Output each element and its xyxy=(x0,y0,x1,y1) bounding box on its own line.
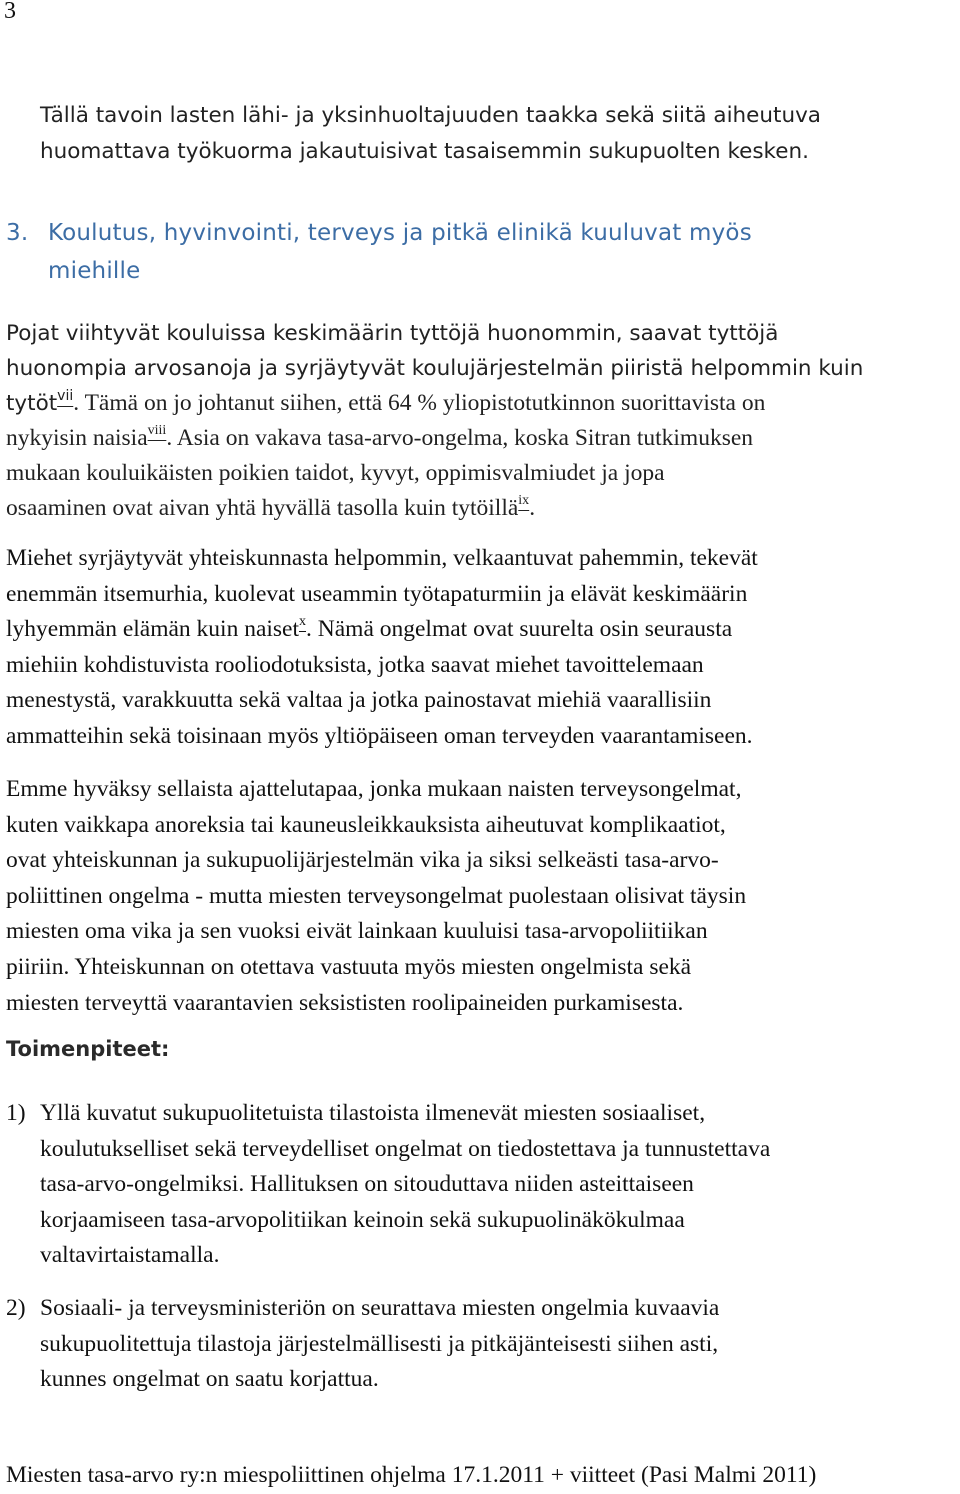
endnote-ref-ix[interactable]: ix xyxy=(518,493,530,509)
text-line: valtavirtaistamalla. xyxy=(40,1242,220,1269)
page-number: 3 xyxy=(4,0,16,24)
text-span: lyhyemmän elämän kuin naiset xyxy=(6,616,300,643)
text-line: koulutukselliset sekä terveydelliset ongelmat on tiedostettava ja tunnustettava xyxy=(40,1135,771,1162)
endnote-ref-x[interactable]: x xyxy=(299,614,307,630)
section-title-line: Koulutus, hyvinvointi, terveys ja pitkä elinikä kuuluvat myös xyxy=(48,220,752,246)
text-line: Pojat viihtyvät kouluissa keskimäärin tyttöjä huonommin, saavat tyttöjä xyxy=(6,321,779,346)
section-title-line: miehille xyxy=(48,258,141,284)
text-span: . Tämä on jo johtanut siihen, että 64 % yliopistotutkinnon suorittavista on xyxy=(73,390,766,416)
intro-paragraph xyxy=(40,98,940,170)
intro-line: huomattava työkuorma jakautuisivat tasaisemmin sukupuolten kesken. xyxy=(40,139,809,164)
text-line xyxy=(6,491,906,526)
paragraph-education xyxy=(6,316,906,526)
text-line: miesten oma vika ja sen vuoksi eivät lainkaan kuuluisi tasa-arvopoliitiikan xyxy=(6,918,708,945)
text-line xyxy=(6,612,956,648)
text-line xyxy=(6,386,906,421)
paragraph-health xyxy=(6,772,956,1021)
measures-heading: Toimenpiteet: xyxy=(6,1037,170,1061)
intro-line: Tällä tavoin lasten lähi- ja yksinhuoltajuuden taakka sekä siitä aiheutuva xyxy=(40,103,821,128)
measure-item-1 xyxy=(6,1096,926,1274)
endnote-ref-vii[interactable]: vii xyxy=(57,387,74,404)
section-heading xyxy=(6,214,906,290)
list-marker: 1) xyxy=(6,1100,26,1126)
text-span: . Asia on vakava tasa-arvo-ongelma, koska Sitran tutkimuksen xyxy=(166,425,754,451)
endnote-ref-viii[interactable]: viii xyxy=(147,423,167,439)
text-line: Emme hyväksy sellaista ajattelutapaa, jonka mukaan naisten terveysongelmat, xyxy=(6,776,742,802)
text-span: osaaminen ovat aivan yhtä hyvällä tasolla kuin tytöillä xyxy=(6,495,519,521)
text-line: enemmän itsemurhia, kuolevat useammin työtapaturmiin ja elävät keskimäärin xyxy=(6,580,748,607)
text-line: piiriin. Yhteiskunnan on otettava vastuuta myös miesten ongelmista sekä xyxy=(6,953,692,980)
text-line: ovat yhteiskunnan ja sukupuolijärjestelmän vika ja siksi selkeästi tasa-arvo- xyxy=(6,847,719,874)
section-number: 3. xyxy=(6,220,29,246)
text-line: sukupuolitettuja tilastoja järjestelmällisesti ja pitkäjänteisesti siihen asti, xyxy=(40,1330,719,1357)
text-span: . xyxy=(529,495,536,521)
text-span: tytöt xyxy=(6,391,58,416)
text-line: kunnes ongelmat on saatu korjattua. xyxy=(40,1366,379,1393)
text-line: Sosiaali- ja terveysministeriön on seurattava miesten ongelmia kuvaavia xyxy=(40,1295,720,1321)
text-line xyxy=(6,421,906,456)
text-span: . Nämä ongelmat ovat suurelta osin seurausta xyxy=(306,616,733,643)
text-line: tasa-arvo-ongelmiksi. Hallituksen on sitouduttava niiden asteittaiseen xyxy=(40,1171,694,1198)
text-span: nykyisin naisia xyxy=(6,425,148,451)
text-line: ammatteihin sekä toisinaan myös yltiöpäiseen oman terveyden vaarantamiseen. xyxy=(6,722,753,749)
text-line: kuten vaikkapa anoreksia tai kauneusleikkauksista aiheutuvat komplikaatiot, xyxy=(6,811,726,838)
text-line: menestystä, varakkuutta sekä valtaa ja jotka painostavat miehiä vaarallisiin xyxy=(6,687,712,714)
list-marker: 2) xyxy=(6,1295,26,1321)
text-line: Miehet syrjäytyvät yhteiskunnasta helpommin, velkaantuvat pahemmin, tekevät xyxy=(6,545,758,571)
text-line: poliittinen ongelma - mutta miesten terveysongelmat puolestaan olisivat täysin xyxy=(6,882,747,909)
text-line: huonompia arvosanoja ja syrjäytyvät koulujärjestelmän piiristä helpommin kuin xyxy=(6,356,864,381)
paragraph-marginalization xyxy=(6,541,956,755)
text-line: korjaamiseen tasa-arvopolitiikan keinoin sekä sukupuolinäkökulmaa xyxy=(40,1206,685,1233)
text-line: miehiin kohdistuvista rooliodotuksista, jotka saavat miehet tavoittelemaan xyxy=(6,651,704,678)
text-line: Yllä kuvatut sukupuolitetuista tilastoista ilmenevät miesten sosiaaliset, xyxy=(40,1100,706,1126)
text-line: miesten terveyttä vaarantavien seksististen roolipaineiden purkamisesta. xyxy=(6,989,684,1016)
page-footer: Miesten tasa-arvo ry:n miespoliittinen ohjelma 17.1.2011 + viitteet (Pasi Malmi 2011) xyxy=(6,1462,817,1488)
measure-item-2 xyxy=(6,1291,926,1398)
text-line: mukaan kouluikäisten poikien taidot, kyvyt, oppimisvalmiudet ja jopa xyxy=(6,460,665,486)
